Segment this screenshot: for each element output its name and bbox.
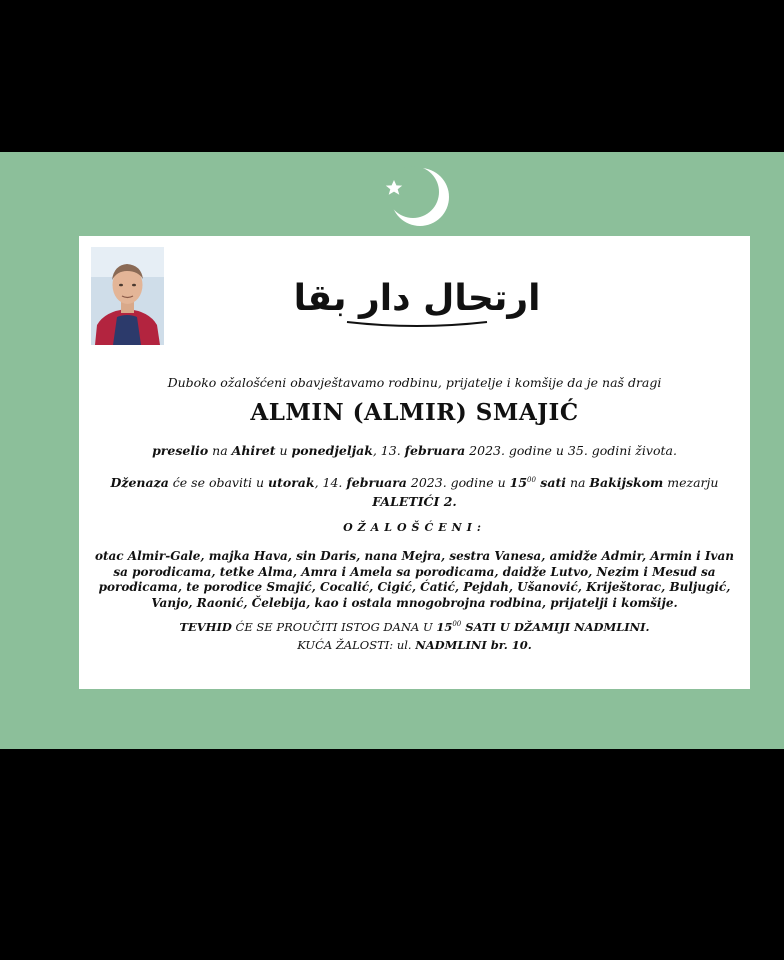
funeral-word-12: mezarju xyxy=(663,475,719,490)
house-label: KUĆA ŽALOSTI: ul. xyxy=(297,638,416,652)
death-word-3: Ahiret xyxy=(231,443,276,458)
funeral-minutes: 00 xyxy=(527,476,536,484)
arabic-calligraphy xyxy=(293,252,541,338)
deceased-portrait xyxy=(91,247,164,345)
funeral-word-10: na xyxy=(565,475,590,490)
death-word-8: 2023. godine u 35. godini života. xyxy=(465,443,677,458)
death-month: februara xyxy=(404,443,466,458)
mourners-list: otac Almir-Gale, majka Hava, sin Daris, nana Mejra, sestra Vanesa, amidže Admir, Armin i Ivan sa porodicama, tetke Alma, Amra i Amela sa porodicama, daidže Lutvo, Nezim i Mesud sa porodicama, te porodice Smajić, Cocalić, Cigić, Ćatić, Pejdah, Ušanović, Kriještorac, Buljugić, Vanjo, Raonić, Čelebija, kao i ostala mnogobrojna rodbina, prijatelji i komšije. xyxy=(94,549,734,610)
funeral-announcement xyxy=(79,471,750,511)
tevhid-minutes: 00 xyxy=(452,620,462,628)
obituary-card xyxy=(79,236,750,689)
death-word-6: , 13. xyxy=(372,443,405,458)
funeral-word-4: , 14. xyxy=(314,475,347,490)
tevhid-hour: 15 xyxy=(436,620,453,634)
funeral-day: utorak xyxy=(268,475,315,490)
crescent-star-icon xyxy=(380,165,452,231)
death-announcement xyxy=(79,443,750,458)
funeral-word-6: 2023. godine u xyxy=(406,475,510,490)
funeral-cemetery: Bakijskom xyxy=(589,475,664,490)
funeral-word-1: Dženaza xyxy=(110,475,169,490)
deceased-name: ALMIN (ALMIR) SMAJIĆ xyxy=(250,399,579,426)
arabic-calligraphy-text: ارتحال دار بقا xyxy=(293,278,541,319)
tevhid-word-1: TEVHID xyxy=(179,620,232,634)
death-word-1: preselio xyxy=(152,443,209,458)
tevhid-word-2: ĆE SE PROUČITI ISTOG DANA U xyxy=(231,620,437,634)
tevhid-word-5: SATI U DŽAMIJI NADMLINI. xyxy=(461,620,650,634)
funeral-location: FALETIĆI 2. xyxy=(372,494,457,509)
house-of-mourning xyxy=(79,638,750,652)
funeral-month: februara xyxy=(346,475,407,490)
house-address: NADMLINI br. 10. xyxy=(415,638,532,652)
mourners-heading: OŽALOŠĆENI: xyxy=(343,521,486,534)
death-word-2: na xyxy=(208,443,232,458)
funeral-hour: 15 xyxy=(509,475,528,490)
tevhid-announcement xyxy=(79,620,750,634)
intro-text: Duboko ožalošćeni obavještavamo rodbinu, prijatelje i komšije da je naš dragi xyxy=(167,375,662,390)
death-word-4: u xyxy=(275,443,292,458)
funeral-word-2: će se obaviti u xyxy=(168,475,269,490)
funeral-sati: sati xyxy=(535,475,566,490)
death-day: ponedjeljak xyxy=(291,443,373,458)
